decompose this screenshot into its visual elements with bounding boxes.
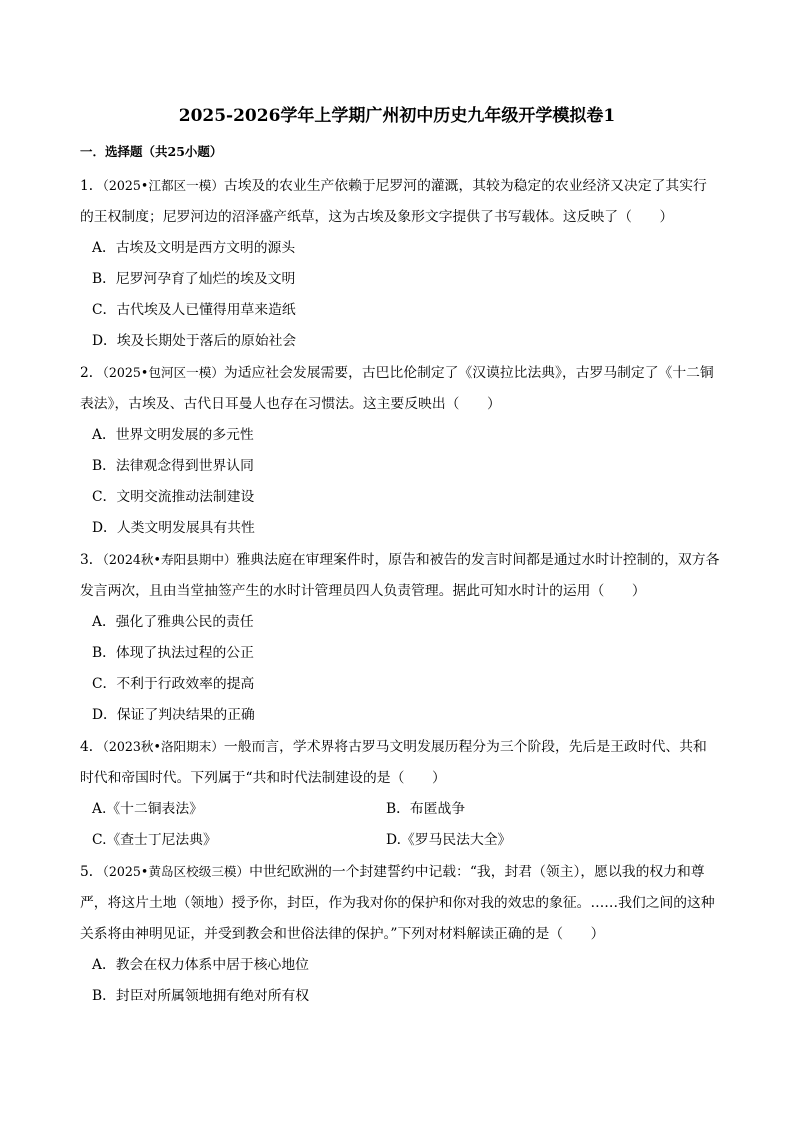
option-a: A.《十二铜表法》 <box>92 801 203 817</box>
option-c: C．不利于行政效率的提高 <box>92 676 255 692</box>
option-d: D.《罗马民法大全》 <box>386 832 512 848</box>
option-a: A．古埃及文明是西方文明的源头 <box>92 240 296 256</box>
question-source: （2024秋•寿阳县期中） <box>102 552 237 567</box>
question-number: 4． <box>80 739 103 755</box>
question-source: （2025•黄岛区校级三模） <box>102 864 250 879</box>
question-source: （2023秋•洛阳期末） <box>102 739 224 754</box>
option-a: A．强化了雅典公民的责任 <box>92 614 254 630</box>
question-stem <box>80 731 720 794</box>
option-b: B．体现了执法过程的公正 <box>92 645 254 661</box>
option-d: D．埃及长期处于落后的原始社会 <box>92 333 297 349</box>
option-c: C．文明交流推动法制建设 <box>92 489 255 505</box>
question-stem <box>80 357 720 420</box>
question-number: 3． <box>80 552 103 568</box>
option-a: A．教会在权力体系中居于核心地位 <box>92 957 309 973</box>
option-b: B．法律观念得到世界认同 <box>92 458 254 474</box>
question-number: 1． <box>80 178 103 194</box>
option-row <box>80 825 720 856</box>
question-source: （2025•江都区一模） <box>102 178 224 193</box>
section-heading: 一．选择题（共25小题） <box>80 144 223 159</box>
option-a: A．世界文明发展的多元性 <box>92 427 254 443</box>
question-1 <box>80 170 720 357</box>
question-text: 为适应社会发展需要，古巴比伦制定了《汉谟拉比法典》，古罗马制定了《十二铜表法》，古埃及、古代日耳曼人也存在习惯法。这主要反映出（ ） <box>80 365 714 412</box>
option-d: D．人类文明发展具有共性 <box>92 520 255 536</box>
option-b: B．封臣对所属领地拥有绝对所有权 <box>92 988 310 1004</box>
question-4 <box>80 731 720 856</box>
question-text: 中世纪欧洲的一个封建誓约中记载：“我，封君（领主），愿以我的权力和尊严，将这片土地（领地）授予你，封臣，作为我对你的保护和你对我的效忠的象征。……我们之间的这种关系将由神明见证，并受到教会和世俗法律的保护。”下列对材料解读正确的是（ ） <box>80 864 715 942</box>
option-b: B．尼罗河孕育了灿烂的埃及文明 <box>92 271 296 287</box>
question-stem <box>80 544 720 607</box>
question-2 <box>80 357 720 544</box>
question-stem <box>80 856 720 950</box>
question-3 <box>80 544 720 731</box>
question-number: 2． <box>80 365 103 381</box>
option-row <box>80 794 720 825</box>
question-number: 5． <box>80 864 103 880</box>
question-text: 一般而言，学术界将古罗马文明发展历程分为三个阶段，先后是王政时代、共和时代和帝国时代。下列属于“共和时代法制建设的是（ ） <box>80 739 707 786</box>
option-d: D．保证了判决结果的正确 <box>92 707 255 723</box>
option-c: C.《查士丁尼法典》 <box>92 832 217 848</box>
question-text: 古埃及的农业生产依赖于尼罗河的灌溉，其较为稳定的农业经济又决定了其实行的王权制度；尼罗河边的沼泽盛产纸草，这为古埃及象形文字提供了书写载体。这反映了（ ） <box>80 178 707 225</box>
option-c: C．古代埃及人已懂得用草来造纸 <box>92 302 296 318</box>
question-list <box>80 170 720 1012</box>
question-5 <box>80 856 720 1012</box>
question-source: （2025•包河区一模） <box>102 365 224 380</box>
question-text: 雅典法庭在审理案件时，原告和被告的发言时间都是通过水时计控制的，双方各发言两次，且由当堂抽签产生的水时计管理员四人负责管理。据此可知水时计的运用（ ） <box>80 552 720 599</box>
document-title: 2025-2026学年上学期广州初中历史九年级开学模拟卷1 <box>178 106 616 126</box>
question-stem <box>80 170 720 233</box>
option-b: B．布匿战争 <box>386 801 466 817</box>
